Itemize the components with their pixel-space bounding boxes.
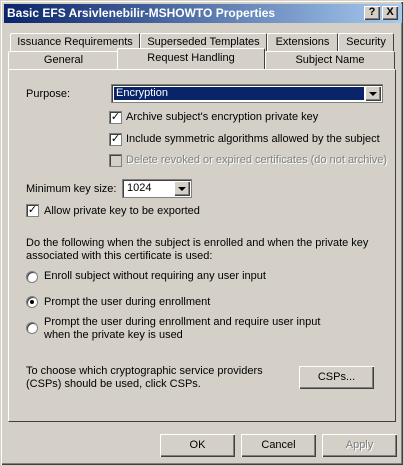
delete-revoked-checkbox[interactable] xyxy=(109,154,122,167)
archive-checkbox[interactable] xyxy=(109,111,122,124)
csp-text: To choose which cryptographic service providers (CSPs) should be used, click CSPs. xyxy=(26,365,263,390)
key-size-dropdown[interactable] xyxy=(122,179,192,198)
close-button[interactable] xyxy=(382,6,398,20)
enroll-no-input-label: Enroll subject without requiring any user input xyxy=(44,270,266,282)
enroll-prompt-label: Prompt the user during enrollment xyxy=(44,296,211,308)
ok-button[interactable]: OK xyxy=(160,434,235,457)
tab-superseded-templates[interactable]: Superseded Templates xyxy=(140,33,267,51)
close-icon: X xyxy=(386,6,394,18)
dropdown-arrow-icon[interactable] xyxy=(174,181,190,196)
symmetric-checkbox[interactable] xyxy=(109,133,122,146)
checkmark-icon: ✓ xyxy=(110,133,121,145)
checkmark-icon: ✓ xyxy=(27,204,38,216)
purpose-dropdown[interactable] xyxy=(111,84,383,103)
purpose-label: Purpose: xyxy=(26,88,71,100)
cancel-button[interactable]: Cancel xyxy=(241,434,316,457)
dropdown-arrow-icon[interactable] xyxy=(365,86,381,101)
help-icon: ? xyxy=(368,6,376,18)
enroll-no-input-radio[interactable] xyxy=(26,271,38,283)
tab-general[interactable]: General xyxy=(8,51,119,69)
tab-request-handling[interactable]: Request Handling xyxy=(117,48,265,69)
symmetric-label: Include symmetric algorithms allowed by the subject xyxy=(126,133,380,145)
enroll-intro: Do the following when the subject is enrolled and when the private key associated with this certificate is used: xyxy=(26,237,369,262)
archive-label: Archive subject's encryption private key xyxy=(126,111,319,123)
checkmark-icon: ✓ xyxy=(110,111,121,123)
tab-subject-name[interactable]: Subject Name xyxy=(265,51,395,69)
request-handling-panel xyxy=(8,69,396,422)
window-title: Basic EFS Arsivlenebilir-MSHOWTO Properties xyxy=(7,6,276,20)
enroll-prompt-require-label: Prompt the user during enrollment and require user input when the private key is used xyxy=(44,316,321,341)
tab-issuance-requirements[interactable]: Issuance Requirements xyxy=(10,33,140,51)
purpose-value: Encryption xyxy=(114,87,364,100)
delete-revoked-label: Delete revoked or expired certificates (do not archive) xyxy=(126,154,388,166)
csps-button[interactable]: CSPs... xyxy=(299,366,374,389)
export-label: Allow private key to be exported xyxy=(44,205,200,217)
title-bar xyxy=(4,4,402,23)
enroll-prompt-require-radio[interactable] xyxy=(26,322,38,334)
export-checkbox[interactable] xyxy=(26,204,39,217)
tab-security[interactable]: Security xyxy=(338,33,394,51)
key-size-value: 1024 xyxy=(127,182,152,194)
enroll-prompt-radio[interactable] xyxy=(26,296,38,308)
help-button[interactable] xyxy=(364,6,380,20)
tab-extensions[interactable]: Extensions xyxy=(267,33,338,51)
apply-button[interactable]: Apply xyxy=(322,434,397,457)
key-size-label: Minimum key size: xyxy=(26,183,117,195)
